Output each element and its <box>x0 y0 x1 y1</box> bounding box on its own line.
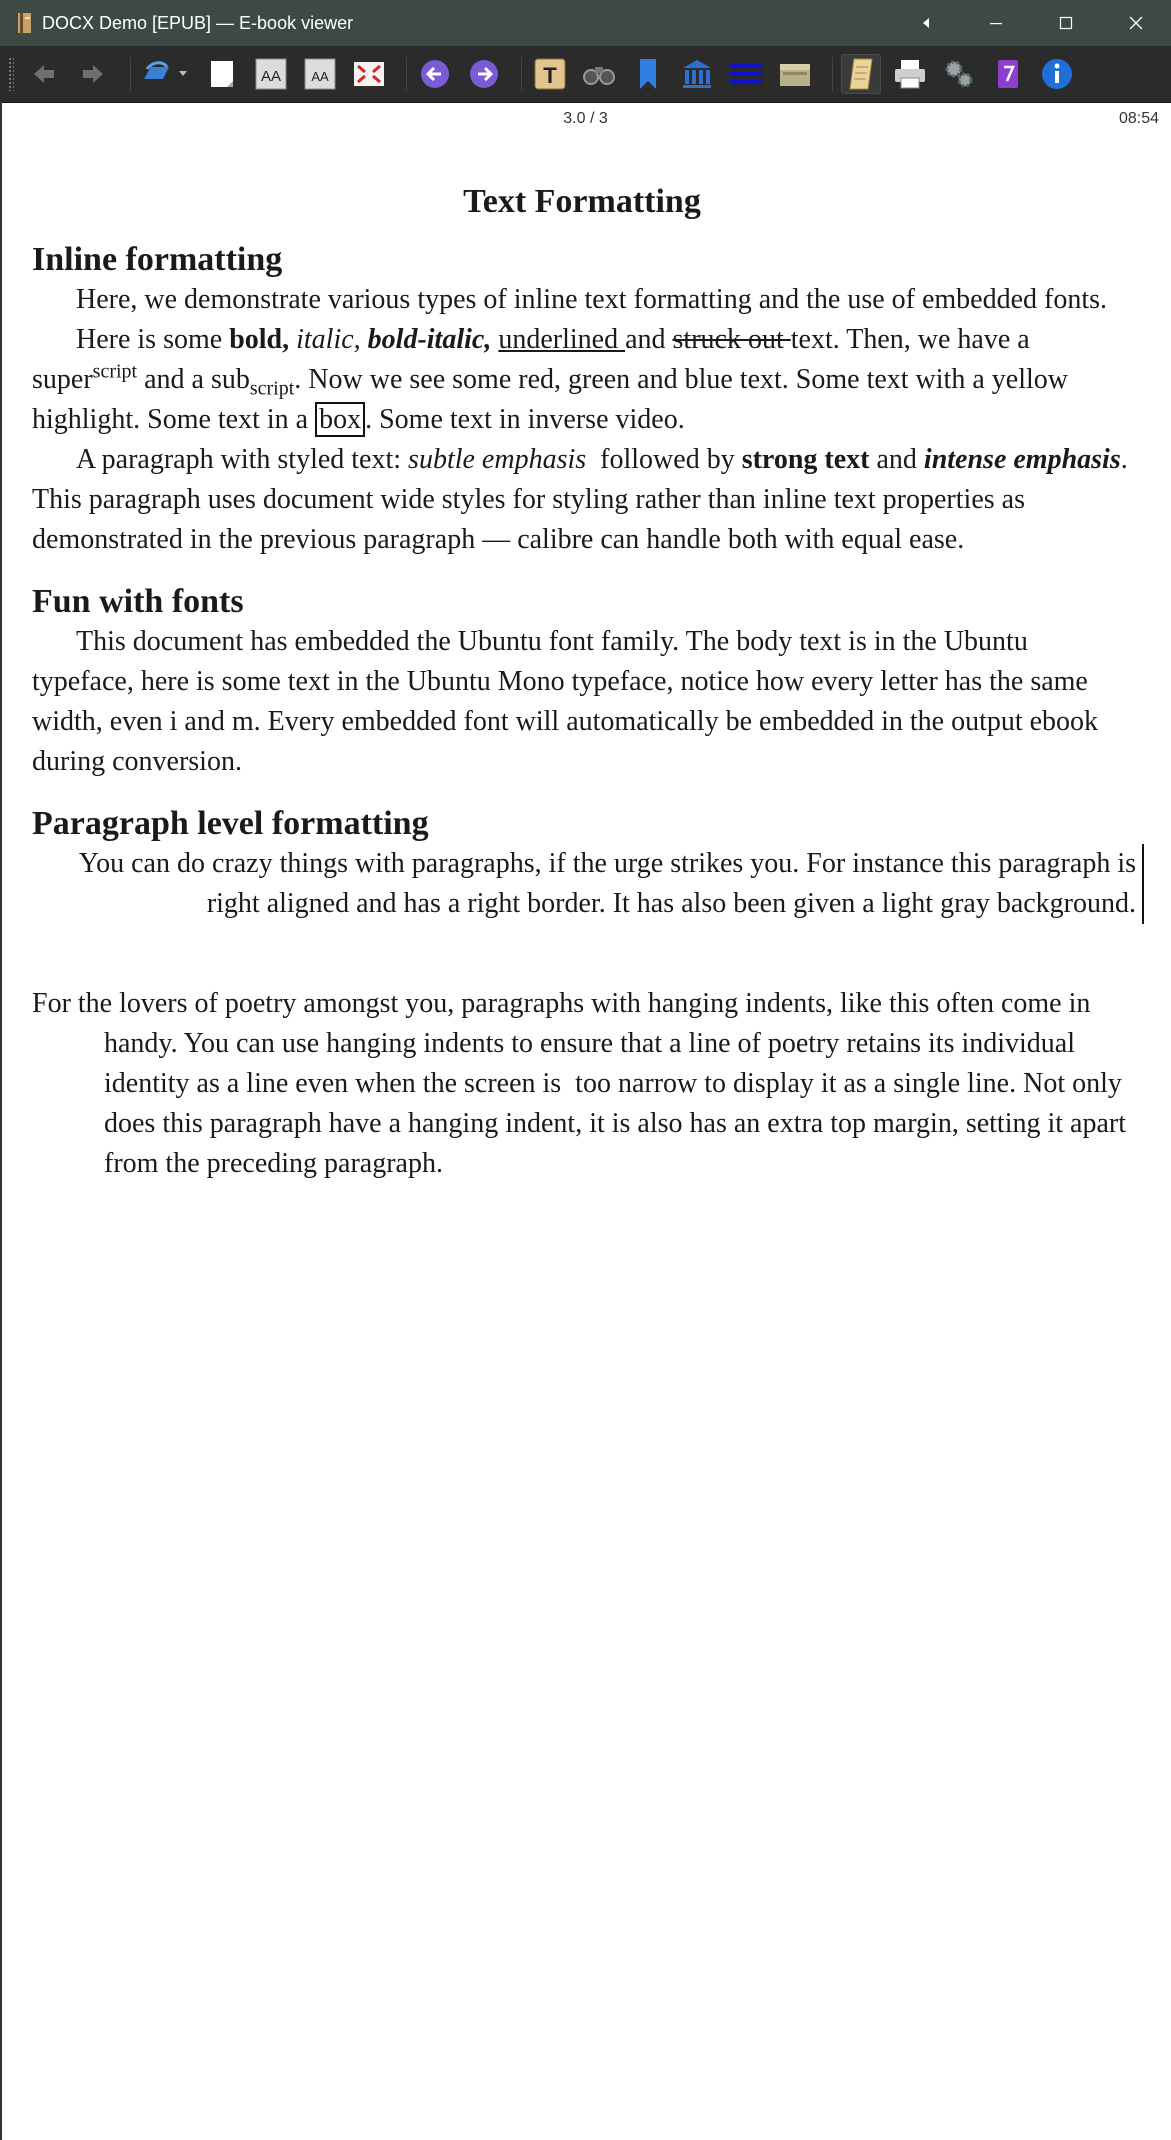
text-run: followed by <box>586 444 742 475</box>
toolbar <box>0 46 1171 103</box>
minimize-icon[interactable] <box>961 0 1031 46</box>
paragraph-styled-text <box>32 440 1132 560</box>
text-run: Here is some <box>76 324 230 355</box>
boxed-text: box <box>315 402 365 437</box>
toolbar-separator <box>832 57 833 91</box>
lookup-icon[interactable] <box>530 54 570 94</box>
print-icon[interactable] <box>890 54 930 94</box>
back-icon[interactable] <box>24 54 64 94</box>
paragraph-inline-formatting <box>32 320 1132 440</box>
preferences-icon[interactable] <box>939 54 979 94</box>
subtle-emphasis-text: subtle emphasis <box>408 444 587 475</box>
svg-text:AA: AA <box>311 69 329 84</box>
forward-icon[interactable] <box>73 54 113 94</box>
metadata-icon[interactable] <box>988 54 1028 94</box>
reading-position: 3.0 / 3 <box>563 110 608 127</box>
theme-icon[interactable] <box>841 54 881 94</box>
toolbar-separator <box>406 57 407 91</box>
struck-text: struck out <box>672 324 791 355</box>
bookmark-icon[interactable] <box>628 54 668 94</box>
text-run: and <box>869 444 924 475</box>
left-border <box>0 102 2 2140</box>
text-run: . Now we see some red, green and blue text. Some text with a yellow highlight. Some text in a <box>32 364 1068 435</box>
title-bar <box>0 0 1171 46</box>
font-larger-icon[interactable] <box>251 54 291 94</box>
font-smaller-icon[interactable] <box>300 54 340 94</box>
toolbar-grip[interactable] <box>8 57 14 91</box>
toolbar-separator <box>521 57 522 91</box>
text-run: . This paragraph uses document wide styles for styling rather than inline text properties as demonstrated in the previous paragraph — calibre can handle both with equal ease. <box>32 444 1128 555</box>
text-run: and <box>625 324 673 355</box>
info-icon[interactable] <box>1037 54 1077 94</box>
bold-italic-text: bold-italic, <box>360 324 492 355</box>
italic-text: italic, <box>289 324 361 355</box>
fullscreen-icon[interactable] <box>349 54 389 94</box>
strong-text: strong text <box>741 444 870 475</box>
clock: 08:54 <box>1118 110 1159 127</box>
find-icon[interactable] <box>579 54 619 94</box>
paragraph: Here, we demonstrate various types of inline text formatting and the use of embedded fonts. <box>76 284 1108 315</box>
status-line <box>0 102 1171 134</box>
toolbar-separator <box>130 57 131 91</box>
bold-text: bold, <box>229 324 290 355</box>
maximize-icon[interactable] <box>1031 0 1101 46</box>
underlined-text: underlined <box>498 324 626 355</box>
back-arrow-icon[interactable] <box>891 0 961 46</box>
intense-emphasis-text: intense emphasis <box>923 444 1121 475</box>
reference-mode-icon[interactable] <box>677 54 717 94</box>
paragraph: This document has embedded the Ubuntu font family. The body text is in the Ubuntu typeface, here is some text in the Ubuntu Mono typeface, notice how every letter has the same width, even i and m. Every embedded font will automatically be embedded in the output ebook during conversion. <box>32 626 1099 777</box>
text-run: and a sub <box>137 364 250 395</box>
section-heading-inline: Inline formatting <box>32 241 283 278</box>
next-page-icon[interactable] <box>464 54 504 94</box>
svg-text:AA: AA <box>260 68 282 85</box>
section-heading-fonts: Fun with fonts <box>32 583 244 620</box>
superscript-text: script <box>92 360 138 383</box>
ebook-viewer-icon <box>14 10 36 36</box>
toc-icon[interactable] <box>726 54 766 94</box>
text-run: text. Then, we have a super <box>32 324 1030 395</box>
library-icon[interactable] <box>775 54 815 94</box>
close-icon[interactable] <box>1101 0 1171 46</box>
window-title: DOCX Demo [EPUB] — E-book viewer <box>42 12 354 33</box>
open-book-icon[interactable] <box>139 54 193 94</box>
book-content <box>32 170 1136 1184</box>
document-title: Text Formatting <box>463 183 701 220</box>
subscript-text: script <box>249 377 295 400</box>
svg-text:T: T <box>543 63 557 88</box>
paragraph-hanging-indent: For the lovers of poetry amongst you, paragraphs with hanging indents, like this often come in handy. You can use hanging indents to ensure that a line of poetry retains its individual identity as a line even when the screen is too narrow to display it as a single line. Not only does this paragraph have a hanging indent, it is also has an extra top margin, setting it apart from the preceding paragraph. <box>32 988 1133 1179</box>
text-run: . Some text in inverse video. <box>365 404 685 435</box>
section-heading-paragraph: Paragraph level formatting <box>32 805 429 842</box>
paragraph-right-aligned: You can do crazy things with paragraphs, if the urge strikes you. For instance this paragraph is right aligned and has a right border. It has also been given a light gray background. <box>32 844 1144 924</box>
text-run: A paragraph with styled text: <box>76 444 409 475</box>
page-icon[interactable] <box>202 54 242 94</box>
previous-page-icon[interactable] <box>415 54 455 94</box>
